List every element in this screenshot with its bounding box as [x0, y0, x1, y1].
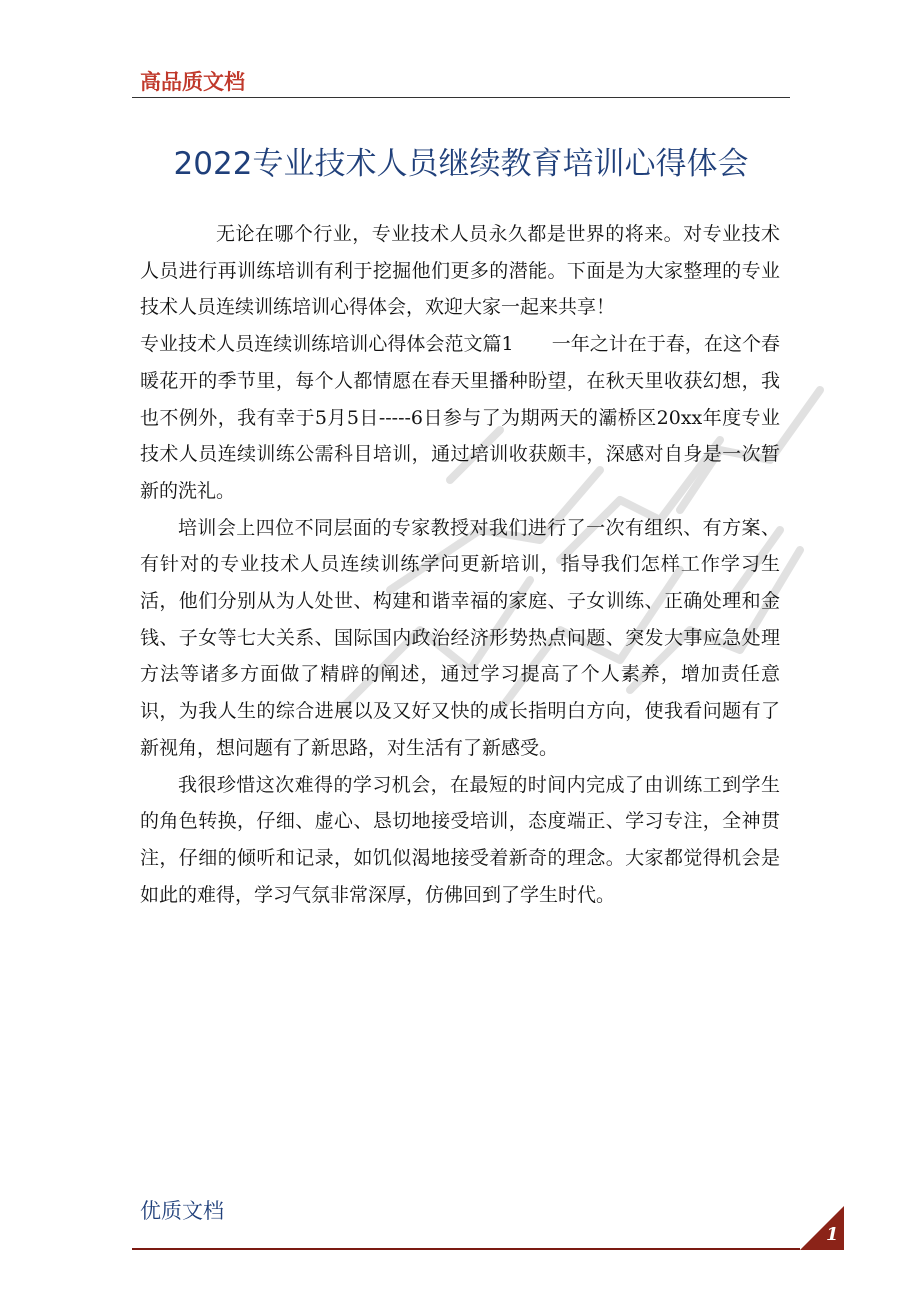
document-title: 2022专业技术人员继续教育培训心得体会	[173, 146, 749, 182]
page-header-label: 高品质文档	[140, 70, 245, 94]
body-paragraph-learning: 我很珍惜这次难得的学习机会，在最短的时间内完成了由训练工到学生的角色转换，仔细、虚心、恳切地接受培训，态度端正、学习专注，全神贯注，仔细的倾听和记录，如饥似渴地接受着新奇的理念。大家都觉得机会是如此的难得，学习气氛非常深厚，仿佛回到了学生时代。	[140, 773, 780, 906]
header-divider	[132, 97, 790, 98]
document-body	[140, 216, 780, 913]
body-paragraph-training: 培训会上四位不同层面的专家教授对我们进行了一次有组织、有方案、有针对的专业技术人员连续训练学问更新培训，指导我们怎样工作学习生活，他们分别从为人处世、构建和谐幸福的家庭、子女训练、正确处理和金钱、子女等七大关系、国际国内政治经济形势热点问题、突发大事应急处理方法等诸多方面做了精辟的阐述，通过学习提高了个人素养，增加责任意识，为我人生的综合进展以及又好又快的成长指明白方向，使我看问题有了新视角，想问题有了新思路，对生活有了新感受。	[140, 516, 780, 759]
section-heading-paragraph: 专业技术人员连续训练培训心得体会范文篇1 一年之计在于春，在这个春暖花开的季节里，每个人都情愿在春天里播种盼望，在秋天里收获幻想，我也不例外，我有幸于5月5日-----6日参与了为期两天的灞桥区20xx年度专业技术人员连续训练公需科目培训，通过培训收获颇丰，深感对自身是一次暂新的洗礼。	[140, 333, 780, 502]
intro-paragraph: 无论在哪个行业，专业技术人员永久都是世界的将来。对专业技术人员进行再训练培训有利于挖掘他们更多的潜能。下面是为大家整理的专业技术人员连续训练培训心得体会，欢迎大家一起来共享！	[140, 223, 780, 319]
page-number: 1	[826, 1224, 839, 1245]
page-footer-label: 优质文档	[140, 1199, 224, 1223]
footer-divider	[132, 1248, 800, 1250]
